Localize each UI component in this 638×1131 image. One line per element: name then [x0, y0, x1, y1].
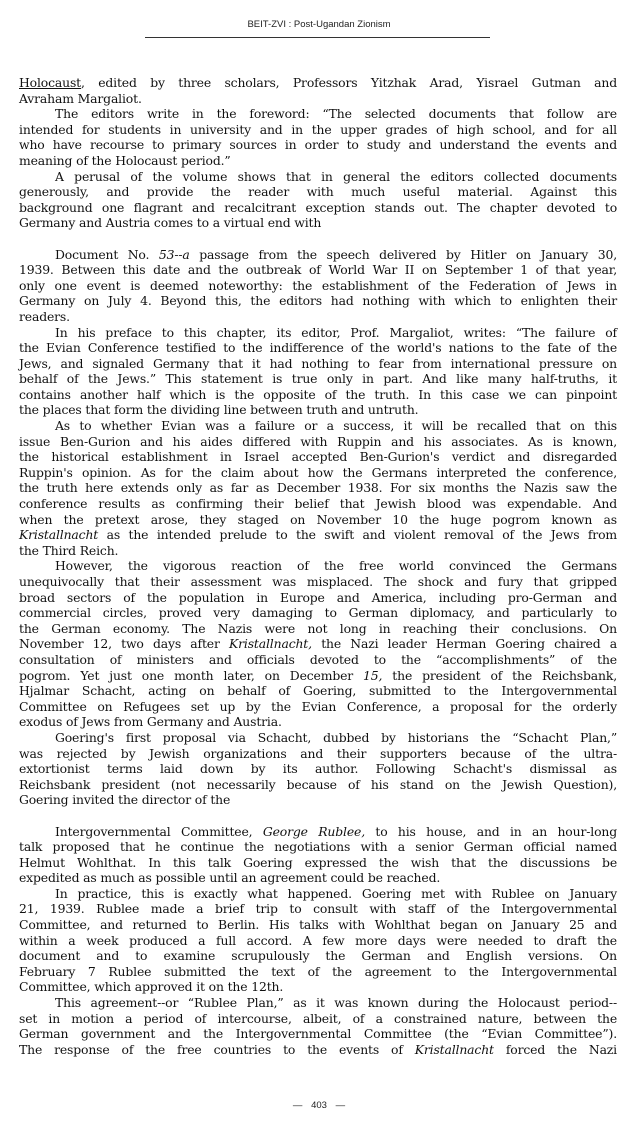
text-line: the places that form the dividing line between truth and untruth. — [19, 402, 419, 418]
header-rule-divider — [145, 37, 490, 38]
text-line: The response of the free countries to the events of Kristallnacht forced the Nazi — [19, 1041, 617, 1057]
text-line: generously, and provide the reader with much useful material. Against this — [19, 184, 617, 200]
paragraph-start-line: This agreement--or “Rublee Plan,” as it was known during the Holocaust period-- — [55, 995, 617, 1011]
text-line: exodus of Jews from Germany and Austria. — [19, 714, 282, 730]
text-line: meaning of the Holocaust period.” — [19, 152, 231, 168]
page-body-text — [19, 75, 617, 1057]
dash-left: — — [292, 1100, 303, 1111]
text-line: the German economy. The Nazis were not long in reaching their conclusions. On — [19, 620, 617, 636]
running-header: BEIT-ZVI : Post-Ugandan Zionism — [247, 19, 391, 30]
text-line: 1939. Between this date and the outbreak of World War II on September 1 of that year, — [19, 262, 617, 278]
text-line: broad sectors of the population in Europe and America, including pro-German and — [19, 589, 617, 605]
text-line: background one flagrant and recalcitrant exception stands out. The chapter devoted to — [19, 199, 617, 215]
text-line: the historical establishment in Israel accepted Ben-Gurion's verdict and disregarded — [19, 449, 617, 465]
text-line: was rejected by Jewish organizations and their supporters because of the ultra- — [19, 745, 617, 761]
text-line: behalf of the Jews.” This statement is true only in part. And like many half-truths, it — [19, 371, 617, 387]
text-line: Hjalmar Schacht, acting on behalf of Goering, submitted to the Intergovernmental — [19, 683, 617, 699]
dash-right: — — [335, 1100, 346, 1111]
paragraph-start-line: In practice, this is exactly what happened. Goering met with Rublee on January — [55, 885, 617, 901]
text-line: Ruppin's opinion. As for the claim about how the Germans interpreted the conference, — [19, 464, 617, 480]
blank-line — [19, 808, 617, 824]
text-line: Avraham Margaliot. — [19, 90, 142, 106]
text-line: consultation of ministers and officials devoted to the “accomplishments” of the — [19, 651, 617, 667]
text-line: when the pretext arose, they staged on November 10 the huge pogrom known as — [19, 511, 617, 527]
text-line: unequivocally that their assessment was misplaced. The shock and fury that gripped — [19, 574, 617, 589]
text-line: Jews, and signaled Germany that it had nothing to fear from international pressure on — [19, 355, 617, 371]
text-line: November 12, two days after Kristallnacht, the Nazi leader Herman Goering chaired a — [19, 636, 617, 652]
paragraph-start-line: Goering's first proposal via Schacht, dubbed by historians the “Schacht Plan,” — [55, 729, 617, 745]
text-line: document and to examine scrupulously the German and English versions. On — [19, 948, 617, 964]
text-line: Committee, and returned to Berlin. His talks with Wohlthat began on January 25 and — [19, 917, 617, 933]
paragraph-start-line: The editors write in the foreword: “The selected documents that follow are — [55, 106, 617, 122]
text-line: Goering invited the director of the — [19, 792, 231, 808]
paragraph-start-line: However, the vigorous reaction of the free world convinced the Germans — [55, 558, 617, 574]
text-line: talk proposed that he continue the negotiations with a senior German official named — [19, 839, 617, 855]
text-line: February 7 Rublee submitted the text of the agreement to the Intergovernmental — [19, 963, 617, 979]
text-line: commercial circles, proved very damaging to German diplomacy, and particularly to — [19, 605, 617, 621]
paragraph-start-line: Document No. 53--a passage from the speech delivered by Hitler on January 30, — [55, 246, 617, 262]
book-title-link: Holocaust — [19, 75, 81, 90]
text-line: Reichsbank president (not necessarily because of his stand on the Jewish Question), — [19, 776, 617, 792]
text-line: contains another half which is the opposite of the truth. In this case we can pinpoint — [19, 386, 617, 402]
text-line: conference results as confirming their belief that Jewish blood was expendable. And — [19, 496, 617, 512]
paragraph-start-line: Intergovernmental Committee, George Rublee, to his house, and in an hour-long — [55, 823, 617, 839]
text-line: Germany on July 4. Beyond this, the editors had nothing with which to enlighten their — [19, 293, 617, 309]
text-line: Helmut Wohlthat. In this talk Goering expressed the wish that the discussions be — [19, 854, 617, 870]
text-line: 21, 1939. Rublee made a brief trip to consult with staff of the Intergovernmental — [19, 901, 617, 917]
text-line: Holocaust, edited by three scholars, Professors Yitzhak Arad, Yisrael Gutman and — [19, 75, 617, 90]
page-number: 403 — [311, 1100, 327, 1111]
text-line: intended for students in university and in the upper grades of high school, and for all — [19, 121, 617, 137]
paragraph-start-line: A perusal of the volume shows that in general the editors collected documents — [55, 168, 617, 184]
page-number-footer — [0, 1100, 638, 1111]
text-line: only one event is deemed noteworthy: the establishment of the Federation of Jews in — [19, 277, 617, 293]
text-line: the truth here extends only as far as December 1938. For six months the Nazis saw the — [19, 480, 617, 496]
paragraph-start-line: In his preface to this chapter, its editor, Prof. Margaliot, writes: “The failure of — [55, 324, 617, 340]
text-line: who have recourse to primary sources in order to study and understand the events and — [19, 137, 617, 153]
text-line: pogrom. Yet just one month later, on December 15, the president of the Reichsbank, — [19, 667, 617, 683]
text-line: Committee on Refugees set up by the Evian Conference, a proposal for the orderly — [19, 698, 617, 714]
text-line: set in motion a period of intercourse, albeit, of a constrained nature, between the — [19, 1010, 617, 1026]
text-line: the Third Reich. — [19, 542, 119, 558]
text-line: within a week produced a full accord. A few more days were needed to draft the — [19, 932, 617, 948]
text-line: German government and the Intergovernmental Committee (the “Evian Committee”). — [19, 1026, 617, 1042]
blank-line — [19, 231, 617, 247]
text-line: extortionist terms laid down by its author. Following Schacht's dismissal as — [19, 761, 617, 777]
text-line: readers. — [19, 308, 70, 324]
text-line: Committee, which approved it on the 12th. — [19, 979, 284, 995]
text-line: Germany and Austria comes to a virtual end with — [19, 215, 322, 231]
text-line: Kristallnacht as the intended prelude to the swift and violent removal of the Jews from — [19, 527, 617, 543]
text-line: the Evian Conference testified to the indifference of the world's nations to the fate of the — [19, 340, 617, 356]
paragraph-start-line: As to whether Evian was a failure or a success, it will be recalled that on this — [55, 418, 617, 434]
text-line: expedited as much as possible until an agreement could be reached. — [19, 870, 441, 886]
text-line: issue Ben-Gurion and his aides differed with Ruppin and his associates. As is known, — [19, 433, 617, 449]
